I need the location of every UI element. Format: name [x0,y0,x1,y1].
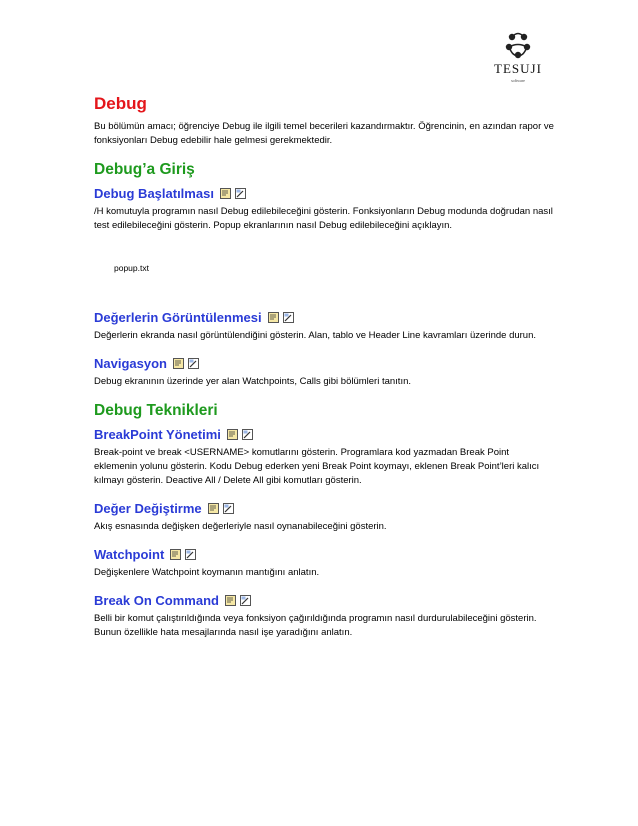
edit-icon[interactable] [283,312,294,323]
tesuji-logo [478,28,558,88]
topic-text: Belli bir komut çalıştırıldığında veya fonksiyon çağırıldığında programın nasıl durdurulabileceğini gösterin. Bunun özellikle hata mesajlarında nasıl işe yaradığını anlatın. [94,613,537,638]
note-icon[interactable] [268,312,279,323]
logo-subtext: software [511,78,525,83]
topic-text: Break-point ve break <USERNAME> komutlarını gösterin. Programlara kod yazmadan Break Point eklemenin yolunu gösterin. Kodu Debug ederken yeni Break Point koymayı, eklenen Break Point’leri kalıcı kılmayı gösterin. Deactive All / Delete All gibi komutları gösterin. [94,447,540,486]
edit-icon[interactable] [188,358,199,369]
topic-title: Değer Değiştirme [94,501,202,516]
topic-title: Watchpoint [94,547,165,562]
edit-icon[interactable] [235,188,246,199]
topic-text: /H komutuyla programın nasıl Debug edilebileceğini gösterin. Fonksiyonların Debug modunda doğrudan nasıl test edilebileceğini gösterin. Popup ekranlarının nasıl Debug edilebileceğini açıklayın. [94,206,553,231]
topic-text: Değerlerin ekranda nasıl görüntülendiğini gösterin. Alan, tablo ve Header Line kavramları üzerinde durun. [94,330,537,341]
edit-icon[interactable] [223,503,234,514]
knot-icon [478,28,558,62]
document-body [94,94,554,652]
note-icon[interactable] [173,358,184,369]
edit-icon[interactable] [242,429,253,440]
topic-title: Break On Command [94,593,219,608]
topic-text: Debug ekranının üzerinde yer alan Watchpoints, Calls gibi bölümleri tanıtın. [94,376,412,387]
topic-heading [94,355,554,372]
topic-title: BreakPoint Yönetimi [94,427,221,442]
note-icon[interactable] [170,549,181,560]
topic-heading [94,546,554,563]
topic-title: Navigasyon [94,356,167,371]
intro-paragraph: Bu bölümün amacı; öğrenciye Debug ile ilgili temel becerileri kazandırmaktır. Öğrencinin, en azından rapor ve fonksiyonları Debug edebilir hale gelmesi gerekmektedir. [94,121,554,146]
topic-heading [94,185,554,202]
topic-heading [94,426,554,443]
logo-text: TESUJI [494,61,542,76]
section-heading: Debug’a Giriş [94,161,195,178]
topic-text: Akış esnasında değişken değerleriyle nasıl oynanabileceğini gösterin. [94,521,387,532]
attachment-link[interactable]: popup.txt [114,263,149,273]
topic-title: Debug Başlatılması [94,186,214,201]
edit-icon[interactable] [185,549,196,560]
note-icon[interactable] [220,188,231,199]
topic-heading [94,592,554,609]
topic-heading [94,309,554,326]
section-heading: Debug Teknikleri [94,402,218,419]
edit-icon[interactable] [240,595,251,606]
page-title: Debug [94,94,147,113]
topic-text: Değişkenlere Watchpoint koymanın mantığını anlatın. [94,567,320,578]
note-icon[interactable] [227,429,238,440]
topic-title: Değerlerin Görüntülenmesi [94,310,262,325]
note-icon[interactable] [225,595,236,606]
note-icon[interactable] [208,503,219,514]
topic-heading [94,500,554,517]
